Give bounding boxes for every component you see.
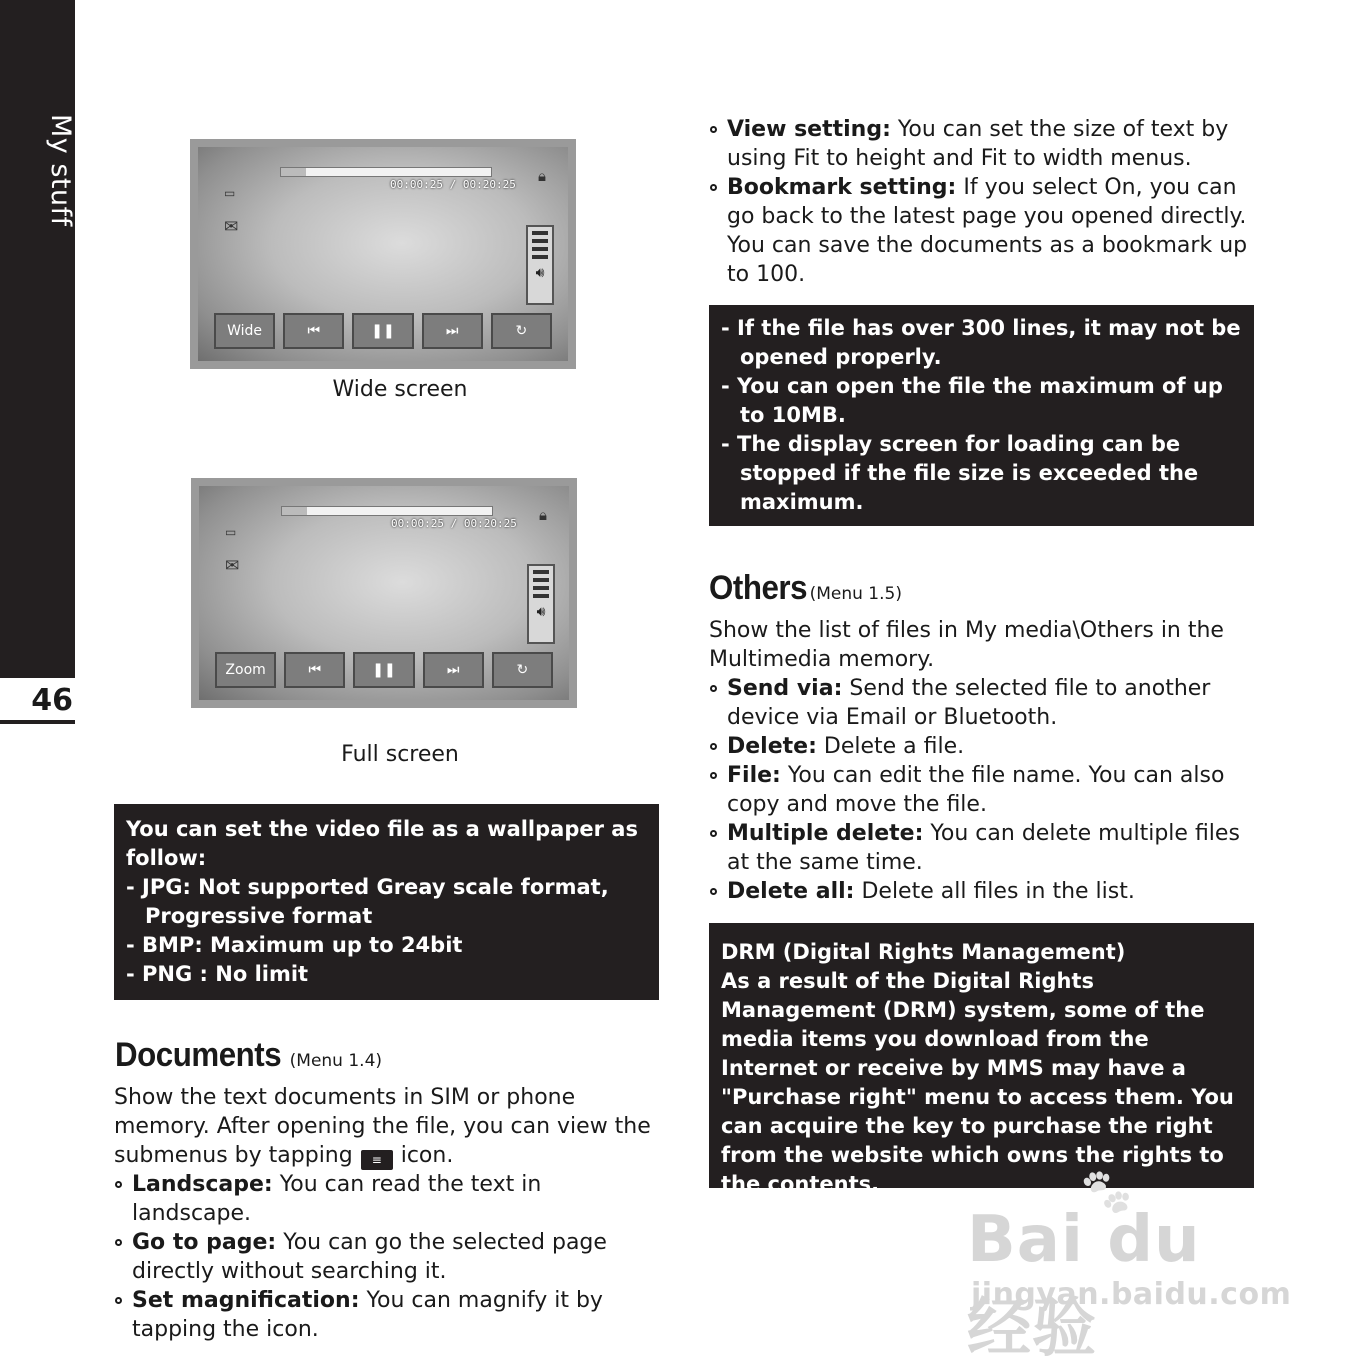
menu-number: (Menu 1.4) — [289, 1051, 383, 1071]
drm-note-box — [709, 923, 1254, 1196]
rewind-icon: ⏮ — [284, 652, 345, 688]
list-item: Delete all: Delete all files in the list. — [709, 877, 1254, 906]
documents-body — [114, 1083, 660, 1344]
progress-bar — [280, 167, 492, 177]
video-player-full-screenshot — [191, 478, 577, 708]
list-item: Go to page: You can go the selected page directly without searching it. — [114, 1228, 660, 1286]
note-item: - You can open the file the maximum of up to 10MB. — [721, 374, 1223, 427]
volume-icon: 🔊︎ — [536, 604, 546, 620]
documents-heading — [115, 1036, 382, 1075]
wide-mode-button: Wide — [214, 313, 275, 349]
section-label: My stuff — [45, 114, 76, 227]
list-item: Delete: Delete a file. — [709, 732, 1254, 761]
document-options-list — [709, 115, 1254, 289]
list-item: Multiple delete: You can delete multiple files at the same time. — [709, 819, 1254, 877]
drm-text: As a result of the Digital Rights Management (DRM) system, some of the media items you download from the Internet or receive by MMS may have a "Purchase right" menu to access them. You can acquire the key to purchase the right from the website which owns the rights to the contents. — [721, 969, 1234, 1196]
volume-slider — [526, 225, 554, 305]
menu-number: (Menu 1.5) — [809, 584, 902, 604]
note-item: - PNG : No limit — [126, 962, 309, 986]
watermark-site: jingyan.baidu.com — [971, 1277, 1292, 1312]
menu-icon: ≡ — [361, 1150, 393, 1170]
list-item: File: You can edit the file name. You can also copy and move the file. — [709, 761, 1254, 819]
list-item: View setting: You can set the size of text by using Fit to height and Fit to width menus. — [709, 115, 1254, 173]
note-item: - If the file has over 300 lines, it may not be opened properly. — [721, 316, 1241, 369]
mail-icon: ✉ — [225, 556, 240, 576]
lock-icon: 🔒︎ — [539, 506, 547, 524]
progress-fill — [282, 507, 307, 515]
lock-icon: 🔒︎ — [538, 167, 546, 185]
others-body — [709, 616, 1254, 906]
note-item: - JPG: Not supported Greay scale format, Progressive format — [126, 875, 609, 928]
paw-logo-icon: 🐾︎ — [1077, 1165, 1136, 1219]
baidu-watermark — [965, 1165, 1292, 1366]
repeat-icon: ↻ — [492, 652, 553, 688]
list-item: Landscape: You can read the text in landscape. — [114, 1170, 660, 1228]
mail-icon: ✉ — [224, 217, 239, 237]
player-controls — [214, 313, 552, 349]
volume-slider — [527, 564, 555, 644]
list-item: Send via: Send the selected file to another device via Email or Bluetooth. — [709, 674, 1254, 732]
note-item: - The display screen for loading can be stopped if the file size is exceeded the maximum. — [721, 432, 1199, 514]
drm-title: DRM (Digital Rights Management) — [721, 940, 1126, 964]
others-intro: Show the list of files in My media\Others in the Multimedia memory. — [709, 618, 1224, 672]
list-item: Bookmark setting: If you select On, you can go back to the latest page you opened directly. You can save the documents as a bookmark up to 100. — [709, 173, 1254, 289]
playback-time: 00:00:25 / 00:20:25 — [391, 517, 517, 530]
fast-forward-icon: ⏭ — [423, 652, 484, 688]
section-title: Documents — [115, 1036, 282, 1074]
progress-fill — [281, 168, 306, 176]
video-player-wide-screenshot — [190, 139, 576, 369]
file-limits-note-box — [709, 305, 1254, 526]
volume-icon: 🔊︎ — [535, 265, 545, 281]
note-intro: You can set the video file as a wallpaper as follow: — [126, 817, 638, 870]
fast-forward-icon: ⏭ — [422, 313, 483, 349]
pause-icon: ❚❚ — [352, 313, 413, 349]
figure-caption-wide: Wide screen — [332, 377, 468, 402]
section-sidebar — [0, 0, 75, 678]
note-item: - BMP: Maximum up to 24bit — [126, 933, 463, 957]
battery-icon: ▭ — [224, 186, 236, 200]
rewind-icon: ⏮ — [283, 313, 344, 349]
figure-caption-full: Full screen — [341, 742, 459, 767]
zoom-mode-button: Zoom — [215, 652, 276, 688]
progress-bar — [281, 506, 493, 516]
repeat-icon: ↻ — [491, 313, 552, 349]
player-controls — [215, 652, 553, 688]
wallpaper-note-box — [114, 804, 659, 1000]
pause-icon: ❚❚ — [353, 652, 414, 688]
documents-intro: Show the text documents in SIM or phone memory. After opening the file, you can view the submenus by tapping ≡ icon. — [114, 1085, 651, 1168]
battery-icon: ▭ — [225, 525, 237, 539]
section-title: Others — [709, 569, 808, 607]
page-number: 46 — [0, 680, 75, 724]
others-heading — [709, 569, 902, 608]
watermark-brand: Bai du 经验 — [967, 1203, 1201, 1366]
list-item: Set magnification: You can magnify it by tapping the icon. — [114, 1286, 660, 1344]
playback-time: 00:00:25 / 00:20:25 — [390, 178, 516, 191]
